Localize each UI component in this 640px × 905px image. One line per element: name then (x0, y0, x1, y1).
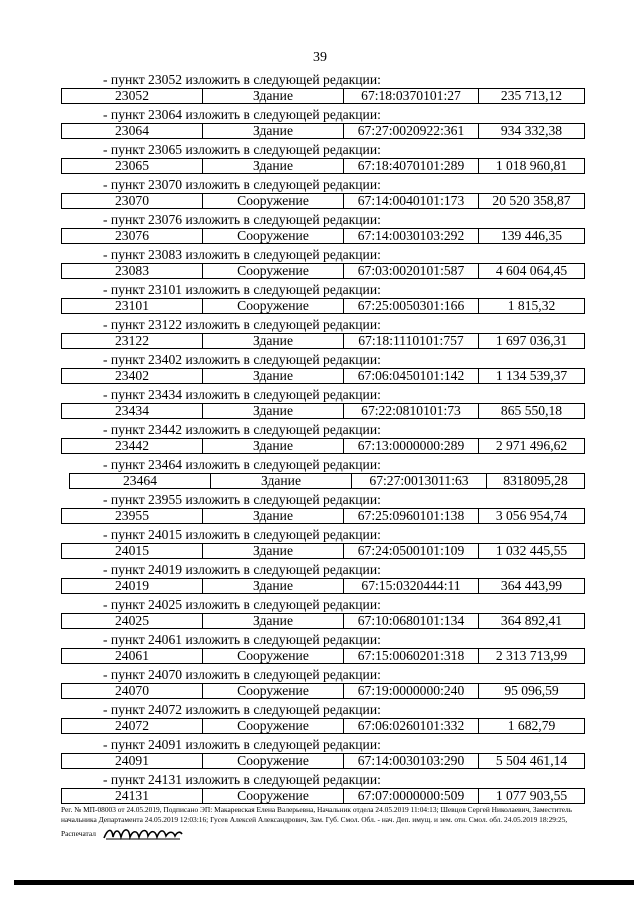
table-row (61, 193, 585, 209)
amendment-caption (61, 526, 585, 543)
caption-number: 24072 (148, 702, 183, 717)
cadastral-number-cell: 67:15:0060201:318 (344, 649, 479, 663)
amendment-caption (61, 141, 585, 158)
item-number-cell: 23076 (62, 229, 203, 243)
cadastral-value-cell: 4 604 064,45 (495, 264, 568, 278)
cadastral-number-cell: 67:06:0260101:332 (344, 719, 479, 733)
object-type-cell: Здание (203, 404, 344, 418)
cadastral-value-cell: 3 056 954,74 (495, 509, 568, 523)
cadastral-number-cell: 67:14:0030103:290 (344, 754, 479, 768)
cadastral-value-cell: 2 313 713,99 (495, 649, 568, 663)
caption-number: 23070 (148, 177, 183, 192)
table-row (61, 333, 585, 349)
cadastral-number-cell: 67:25:0050301:166 (344, 299, 479, 313)
cadastral-value-cell: 1 134 539,37 (495, 369, 568, 383)
amendment-block (61, 736, 585, 771)
amendment-caption (61, 176, 585, 193)
caption-prefix: - пункт (103, 177, 145, 192)
bottom-border-bar (14, 880, 634, 885)
object-type-cell: Здание (203, 124, 344, 138)
object-type-cell: Сооружение (203, 194, 344, 208)
table-row (61, 508, 585, 524)
caption-suffix: изложить в следующей редакции: (185, 597, 381, 612)
caption-suffix: изложить в следующей редакции: (185, 107, 381, 122)
item-number-cell: 23442 (62, 439, 203, 453)
cadastral-number-cell: 67:19:0000000:240 (344, 684, 479, 698)
caption-prefix: - пункт (103, 562, 145, 577)
cadastral-value-cell: 934 332,38 (500, 124, 563, 138)
caption-prefix: - пункт (103, 597, 145, 612)
table-row (61, 613, 585, 629)
caption-suffix: изложить в следующей редакции: (185, 352, 381, 367)
item-number-cell: 23070 (62, 194, 203, 208)
item-number-cell: 24025 (62, 614, 203, 628)
caption-number: 24131 (148, 772, 183, 787)
amendment-block (61, 596, 585, 631)
table-row (61, 718, 585, 734)
caption-number: 23083 (148, 247, 183, 262)
caption-number: 23122 (148, 317, 183, 332)
amendment-block (61, 246, 585, 281)
table-row (61, 228, 585, 244)
cadastral-number-cell: 67:14:0030103:292 (344, 229, 479, 243)
caption-prefix: - пункт (103, 387, 145, 402)
caption-number: 23052 (148, 72, 183, 87)
object-type-cell: Сооружение (203, 719, 344, 733)
object-type-cell: Сооружение (203, 649, 344, 663)
amendment-caption (61, 771, 585, 788)
caption-number: 24091 (148, 737, 183, 752)
amendment-block (61, 771, 585, 806)
amendment-block (61, 176, 585, 211)
amendment-block (61, 456, 585, 491)
amendment-block (61, 701, 585, 736)
amendment-caption (61, 701, 585, 718)
cadastral-number-cell: 67:18:1110101:757 (344, 334, 479, 348)
cadastral-value-cell: 1 077 903,55 (495, 789, 568, 803)
cadastral-number-cell: 67:18:4070101:289 (344, 159, 479, 173)
cadastral-value-cell: 8318095,28 (503, 474, 568, 488)
object-type-cell: Сооружение (203, 264, 344, 278)
caption-number: 23076 (148, 212, 183, 227)
table-row (61, 683, 585, 699)
caption-number: 23402 (148, 352, 183, 367)
item-number-cell: 23083 (62, 264, 203, 278)
caption-suffix: изложить в следующей редакции: (185, 142, 381, 157)
object-type-cell: Сооружение (203, 684, 344, 698)
amendment-caption (61, 386, 585, 403)
object-type-cell: Сооружение (203, 299, 344, 313)
caption-suffix: изложить в следующей редакции: (185, 212, 381, 227)
amendment-block (61, 71, 585, 106)
caption-prefix: - пункт (103, 702, 145, 717)
item-number-cell: 23955 (62, 509, 203, 523)
caption-prefix: - пункт (103, 457, 145, 472)
cadastral-value-cell: 364 892,41 (500, 614, 563, 628)
caption-number: 23064 (148, 107, 183, 122)
caption-number: 23464 (148, 457, 183, 472)
signature-footer (61, 805, 601, 844)
item-number-cell: 24072 (62, 719, 203, 733)
cadastral-number-cell: 67:13:0000000:289 (344, 439, 479, 453)
item-number-cell: 24019 (62, 579, 203, 593)
caption-suffix: изложить в следующей редакции: (185, 387, 381, 402)
caption-suffix: изложить в следующей редакции: (185, 422, 381, 437)
object-type-cell: Здание (203, 369, 344, 383)
caption-prefix: - пункт (103, 422, 145, 437)
amendment-block (61, 316, 585, 351)
amendment-caption (61, 246, 585, 263)
caption-suffix: изложить в следующей редакции: (185, 702, 381, 717)
amendment-caption (61, 736, 585, 753)
amendment-caption (61, 561, 585, 578)
item-number-cell: 23065 (62, 159, 203, 173)
object-type-cell: Здание (203, 334, 344, 348)
caption-prefix: - пункт (103, 772, 145, 787)
amendment-caption (61, 596, 585, 613)
amendment-caption (61, 316, 585, 333)
caption-suffix: изложить в следующей редакции: (185, 737, 381, 752)
amendment-caption (61, 281, 585, 298)
caption-prefix: - пункт (103, 212, 145, 227)
amendment-block (61, 386, 585, 421)
object-type-cell: Здание (211, 474, 352, 488)
caption-number: 24070 (148, 667, 183, 682)
object-type-cell: Здание (203, 544, 344, 558)
object-type-cell: Здание (203, 614, 344, 628)
amendment-block (61, 141, 585, 176)
amendment-caption (61, 491, 585, 508)
caption-suffix: изложить в следующей редакции: (185, 492, 381, 507)
amendment-caption (61, 666, 585, 683)
cadastral-value-cell: 1 697 036,31 (495, 334, 568, 348)
cadastral-number-cell: 67:22:0810101:73 (344, 404, 479, 418)
cadastral-number-cell: 67:06:0450101:142 (344, 369, 479, 383)
cadastral-value-cell: 20 520 358,87 (492, 194, 571, 208)
cadastral-number-cell: 67:18:0370101:27 (344, 89, 479, 103)
table-row (61, 753, 585, 769)
cadastral-number-cell: 67:07:0000000:509 (344, 789, 479, 803)
caption-prefix: - пункт (103, 667, 145, 682)
table-row (61, 368, 585, 384)
cadastral-value-cell: 139 446,35 (500, 229, 563, 243)
table-row (61, 648, 585, 664)
caption-number: 23101 (148, 282, 183, 297)
amendment-caption (61, 351, 585, 368)
caption-number: 24025 (148, 597, 183, 612)
caption-prefix: - пункт (103, 142, 145, 157)
item-number-cell: 24015 (62, 544, 203, 558)
handwritten-signature (102, 825, 184, 844)
table-row (61, 123, 585, 139)
caption-number: 23955 (148, 492, 183, 507)
caption-suffix: изложить в следующей редакции: (185, 562, 381, 577)
caption-prefix: - пункт (103, 107, 145, 122)
amendment-block (61, 351, 585, 386)
caption-suffix: изложить в следующей редакции: (185, 72, 381, 87)
amendment-caption (61, 421, 585, 438)
table-row (61, 438, 585, 454)
amendment-block (61, 526, 585, 561)
table-row (61, 543, 585, 559)
caption-prefix: - пункт (103, 737, 145, 752)
cadastral-number-cell: 67:25:0960101:138 (344, 509, 479, 523)
cadastral-value-cell: 1 032 445,55 (495, 544, 568, 558)
amendment-block (61, 561, 585, 596)
amendment-caption (61, 211, 585, 228)
footer-text: Рег. № МП-08003 от 24.05.2019, Подписано ЭП: Макаревская Елена Валерьевна, Начальник отдела 24.05.2019 11:04:13; Шевцов Сергей Николаевич, Заместитель начальника Департамента 24.05.2019 12:03:16; Гусев Алексей Александрович, Зам. Губ. Смол. Обл. - нач. Деп. имущ. и зем. отн. Смол. обл. 24.05.2019 18:29:25, Распечатал (61, 805, 573, 839)
object-type-cell: Сооружение (203, 754, 344, 768)
item-number-cell: 23122 (62, 334, 203, 348)
amendment-block (61, 631, 585, 666)
cadastral-number-cell: 67:14:0040101:173 (344, 194, 479, 208)
caption-suffix: изложить в следующей редакции: (185, 457, 381, 472)
item-number-cell: 23434 (62, 404, 203, 418)
cadastral-value-cell: 865 550,18 (500, 404, 563, 418)
cadastral-value-cell: 2 971 496,62 (495, 439, 568, 453)
item-number-cell: 24070 (62, 684, 203, 698)
table-row (61, 578, 585, 594)
table-row (61, 88, 585, 104)
object-type-cell: Здание (203, 159, 344, 173)
caption-number: 24015 (148, 527, 183, 542)
caption-number: 23442 (148, 422, 183, 437)
cadastral-value-cell: 235 713,12 (500, 89, 563, 103)
caption-prefix: - пункт (103, 282, 145, 297)
amendment-block (61, 106, 585, 141)
amendment-block (61, 211, 585, 246)
caption-number: 24061 (148, 632, 183, 647)
amendment-block (61, 666, 585, 701)
cadastral-value-cell: 1 815,32 (507, 299, 556, 313)
caption-prefix: - пункт (103, 492, 145, 507)
cadastral-value-cell: 5 504 461,14 (495, 754, 568, 768)
object-type-cell: Здание (203, 509, 344, 523)
caption-suffix: изложить в следующей редакции: (185, 632, 381, 647)
cadastral-value-cell: 95 096,59 (504, 684, 559, 698)
object-type-cell: Здание (203, 439, 344, 453)
cadastral-value-cell: 1 018 960,81 (495, 159, 568, 173)
object-type-cell: Сооружение (203, 789, 344, 803)
cadastral-value-cell: 364 443,99 (500, 579, 563, 593)
item-number-cell: 23101 (62, 299, 203, 313)
cadastral-number-cell: 67:27:0013011:63 (352, 474, 487, 488)
table-row (61, 158, 585, 174)
item-number-cell: 24091 (62, 754, 203, 768)
caption-suffix: изложить в следующей редакции: (185, 247, 381, 262)
caption-prefix: - пункт (103, 247, 145, 262)
amendment-block (61, 421, 585, 456)
amendment-caption (61, 631, 585, 648)
item-number-cell: 23464 (70, 474, 211, 488)
object-type-cell: Здание (203, 579, 344, 593)
item-number-cell: 23402 (62, 369, 203, 383)
cadastral-number-cell: 67:15:0320444:11 (344, 579, 479, 593)
caption-number: 23065 (148, 142, 183, 157)
item-number-cell: 24131 (62, 789, 203, 803)
cadastral-number-cell: 67:10:0680101:134 (344, 614, 479, 628)
caption-prefix: - пункт (103, 352, 145, 367)
caption-suffix: изложить в следующей редакции: (185, 317, 381, 332)
caption-suffix: изложить в следующей редакции: (185, 772, 381, 787)
caption-prefix: - пункт (103, 72, 145, 87)
caption-suffix: изложить в следующей редакции: (185, 177, 381, 192)
cadastral-number-cell: 67:03:0020101:587 (344, 264, 479, 278)
object-type-cell: Сооружение (203, 229, 344, 243)
table-row (61, 403, 585, 419)
page-number: 39 (313, 50, 327, 65)
caption-suffix: изложить в следующей редакции: (185, 667, 381, 682)
amendment-caption (61, 106, 585, 123)
caption-prefix: - пункт (103, 317, 145, 332)
caption-number: 23434 (148, 387, 183, 402)
amendment-caption (61, 71, 585, 88)
table-row (69, 473, 585, 489)
cadastral-number-cell: 67:27:0020922:361 (344, 124, 479, 138)
amendments-list (61, 71, 585, 806)
object-type-cell: Здание (203, 89, 344, 103)
cadastral-value-cell: 1 682,79 (507, 719, 556, 733)
item-number-cell: 23064 (62, 124, 203, 138)
table-row (61, 298, 585, 314)
caption-number: 24019 (148, 562, 183, 577)
amendment-block (61, 281, 585, 316)
caption-prefix: - пункт (103, 527, 145, 542)
caption-prefix: - пункт (103, 632, 145, 647)
table-row (61, 263, 585, 279)
caption-suffix: изложить в следующей редакции: (185, 527, 381, 542)
cadastral-number-cell: 67:24:0500101:109 (344, 544, 479, 558)
amendment-block (61, 491, 585, 526)
table-row (61, 788, 585, 804)
caption-suffix: изложить в следующей редакции: (185, 282, 381, 297)
amendment-caption (61, 456, 585, 473)
item-number-cell: 24061 (62, 649, 203, 663)
item-number-cell: 23052 (62, 89, 203, 103)
